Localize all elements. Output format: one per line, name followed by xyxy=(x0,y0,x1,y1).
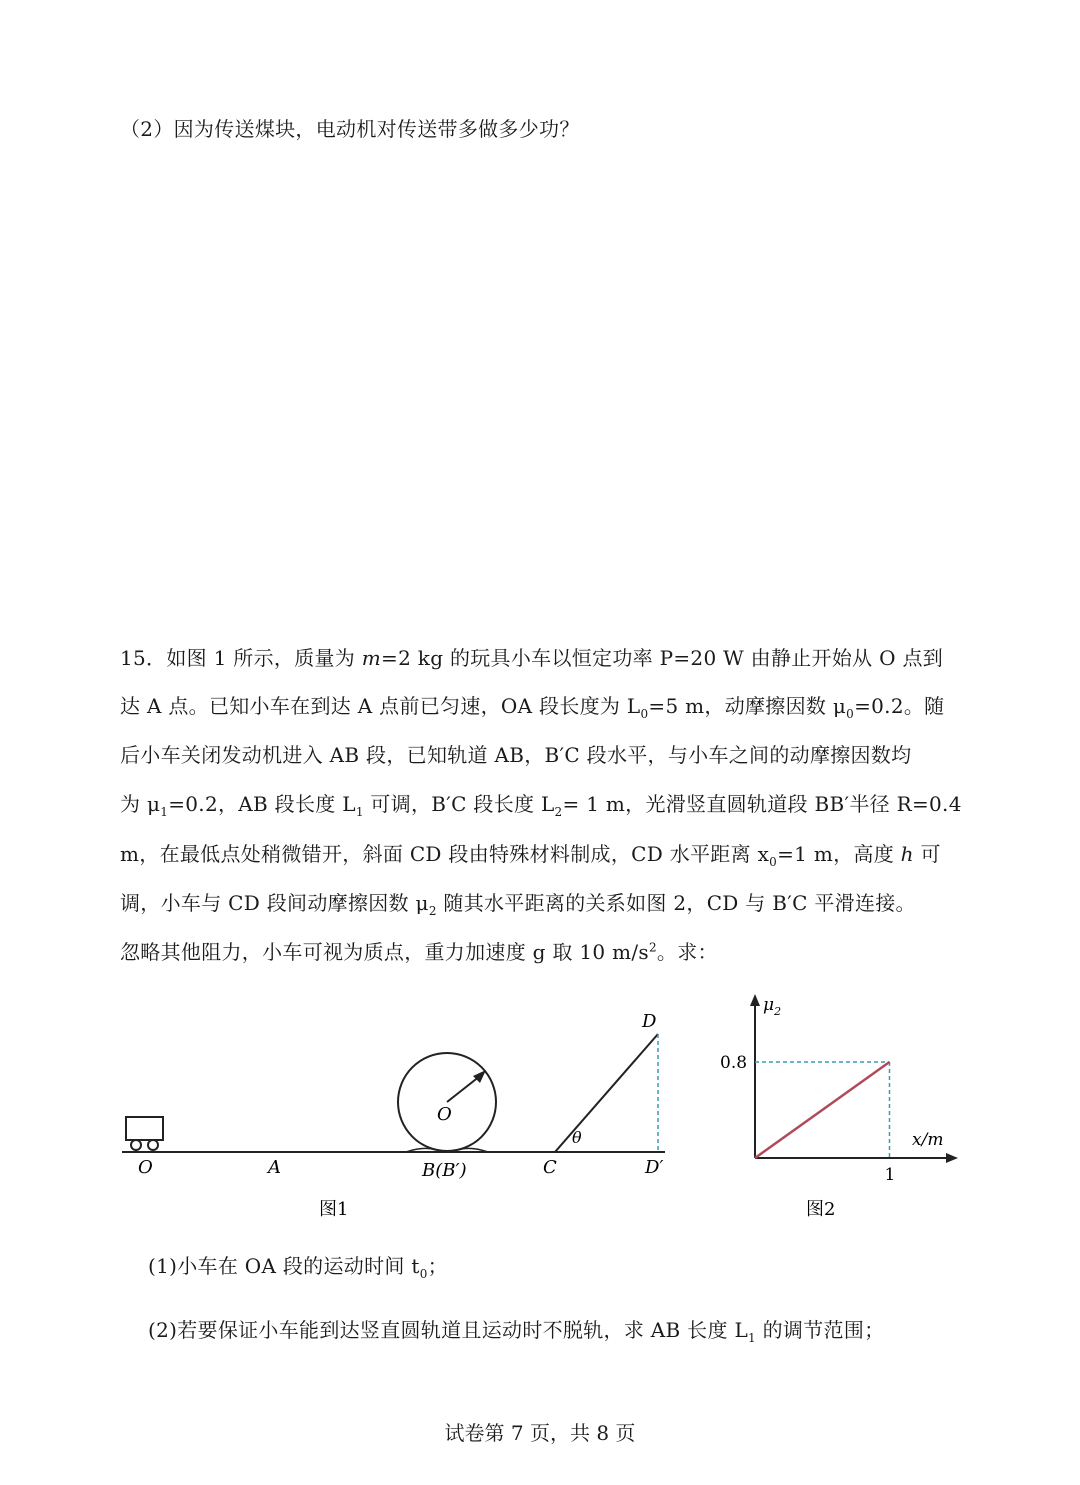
text: =0.2。随 xyxy=(854,694,945,718)
text: 如图 1 所示，质量为 xyxy=(166,646,362,670)
text: 达 A 点。已知小车在到达 A 点前已匀速，OA 段长度为 L xyxy=(120,694,641,718)
text: =0.2，AB 段长度 L xyxy=(168,792,356,816)
text: = 1 m，光滑竖直圆轨道段 BB′半径 R=0.4 xyxy=(562,792,962,816)
var-m: m xyxy=(361,646,382,670)
figure-1-caption: 图1 xyxy=(319,1199,349,1220)
text: 可 xyxy=(913,842,941,866)
superscript: 2 xyxy=(648,940,657,955)
text: ； xyxy=(427,1254,448,1278)
text: =1 m，高度 xyxy=(777,842,901,866)
text: 的调节范围； xyxy=(755,1318,885,1342)
question-15-line-3: 后小车关闭发动机进入 AB 段，已知轨道 AB，B′C 段水平，与小车之间的动摩擦因数均 xyxy=(120,743,912,767)
text: 可调，B′C 段长度 L xyxy=(363,792,555,816)
figure-2-chart xyxy=(710,990,970,1230)
label-A: A xyxy=(268,1157,281,1178)
car-wheel-right xyxy=(148,1140,158,1150)
subscript: 1 xyxy=(160,805,169,819)
y-axis-label xyxy=(763,995,781,1018)
question-15-line-7 xyxy=(120,936,718,965)
label-C: C xyxy=(543,1157,557,1178)
question-15-line-1 xyxy=(120,642,943,671)
text: 忽略其他阻力，小车可视为质点，重力加速度 g 取 10 m/s xyxy=(120,940,649,964)
label-D: D xyxy=(642,1011,657,1032)
subscript: 0 xyxy=(846,707,855,721)
question-15-line-5 xyxy=(120,838,941,869)
page-footer: 试卷第 7 页，共 8 页 xyxy=(444,1421,636,1445)
sub-question-1 xyxy=(148,1250,448,1281)
label-D-prime: D′ xyxy=(645,1157,664,1178)
incline-cd xyxy=(555,1034,658,1152)
subscript: 0 xyxy=(419,1267,428,1281)
subscript: 2 xyxy=(428,904,437,918)
label-loop-center: O xyxy=(437,1104,452,1125)
car-body xyxy=(126,1117,163,1140)
subscript: 0 xyxy=(769,855,778,869)
text: =5 m，动摩擦因数 μ xyxy=(648,694,847,718)
label-B: B(B′) xyxy=(422,1160,467,1181)
y-axis-subscript: 2 xyxy=(774,1005,782,1018)
car-wheel-left xyxy=(131,1140,141,1150)
text: 调，小车与 CD 段间动摩擦因数 μ xyxy=(120,891,429,915)
x-axis-label: x/m xyxy=(912,1130,944,1150)
text: =2 kg 的玩具小车以恒定功率 P=20 W 由静止开始从 O 点到 xyxy=(381,646,944,670)
x-axis-arrowhead xyxy=(946,1153,958,1163)
question-15-line-4 xyxy=(120,788,962,819)
question-number: 15． xyxy=(120,646,167,670)
sub-question-2 xyxy=(148,1314,884,1345)
figure-1-track-diagram xyxy=(110,1000,690,1230)
subscript: 0 xyxy=(640,707,649,721)
question-14-part-2: （2）因为传送煤块，电动机对传送带多做多少功？ xyxy=(120,117,580,141)
radius-arrow xyxy=(447,1076,480,1102)
text: 随其水平距离的关系如图 2，CD 与 B′C 平滑连接。 xyxy=(436,891,916,915)
label-theta: θ xyxy=(572,1128,582,1147)
y-axis-arrowhead xyxy=(750,994,760,1006)
label-O: O xyxy=(138,1157,153,1178)
x-tick-label: 1 xyxy=(884,1165,896,1185)
series-line-mu2 xyxy=(755,1062,889,1158)
subscript: 1 xyxy=(355,805,364,819)
text: 。求： xyxy=(656,940,718,964)
question-15-line-6 xyxy=(120,887,916,918)
subscript: 1 xyxy=(748,1331,756,1345)
subscript: 2 xyxy=(554,805,563,819)
text: (2)若要保证小车能到达竖直圆轨道且运动时不脱轨，求 AB 长度 L xyxy=(148,1318,749,1342)
question-15-line-2 xyxy=(120,690,944,721)
y-axis-symbol: μ xyxy=(763,995,775,1015)
text: 为 μ xyxy=(120,792,161,816)
y-tick-label: 0.8 xyxy=(720,1053,748,1073)
text: m，在最低点处稍微错开，斜面 CD 段由特殊材料制成，CD 水平距离 x xyxy=(120,842,770,866)
figure-2-caption: 图2 xyxy=(806,1199,836,1220)
var-h: h xyxy=(900,842,914,866)
text: (1)小车在 OA 段的运动时间 t xyxy=(148,1254,420,1278)
